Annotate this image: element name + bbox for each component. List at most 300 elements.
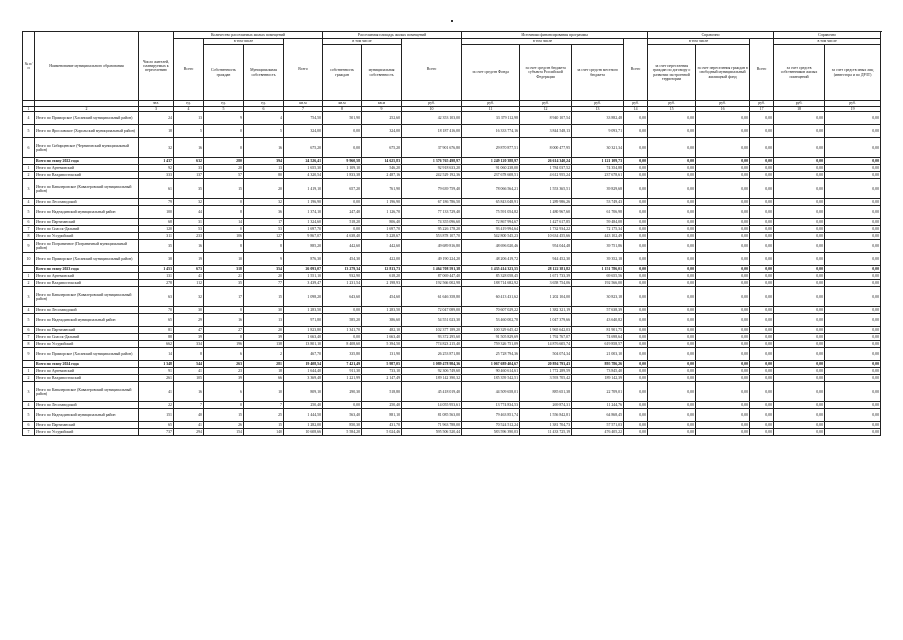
value-cell: 0,00 [750, 375, 774, 382]
value-cell: 754,50 [284, 112, 323, 125]
value-cell: 911,30 [323, 368, 362, 375]
value-cell: 189 142,39 [572, 375, 624, 382]
value-cell: 3 439,47 [284, 280, 323, 287]
value-cell: 0,00 [774, 226, 825, 233]
value-cell: 501,90 [323, 112, 362, 125]
value-cell: 10 608,66 [284, 429, 323, 436]
value-cell: 19 408,54 [284, 361, 323, 368]
value-cell: 37 901 676,80 [402, 138, 462, 158]
row-number-cell: 1 [23, 165, 35, 172]
value-cell: 0,00 [750, 226, 774, 233]
table-row [23, 179, 881, 199]
value-cell: 1 089 478 984,36 [402, 361, 462, 368]
value-cell: 65 [139, 314, 174, 327]
value-cell: 354 [244, 266, 284, 273]
value-cell: 1 324,60 [284, 219, 323, 226]
value-cell: 41 [174, 422, 204, 429]
value-cell: 0,00 [750, 273, 774, 280]
value-cell: 1 047 379,66 [520, 314, 572, 327]
value-cell: 0,00 [774, 409, 825, 422]
value-cell: 14 625,83 [362, 158, 402, 165]
unit-cell: руб. [520, 101, 572, 107]
value-cell: 0,00 [696, 307, 750, 314]
row-number-cell: 2 [23, 172, 35, 179]
header-row-number: № п/п [23, 32, 35, 101]
value-cell: 16 [174, 240, 204, 253]
municipality-name-cell: Итого по Кавалеровское (Кавалеровский муниципальный район) [35, 287, 139, 307]
municipality-name-cell: Итого по Артемовский [35, 165, 139, 172]
value-cell: 70 607 029,22 [462, 307, 520, 314]
unit-cell: ед. [174, 101, 204, 107]
value-cell: 13 279,34 [323, 266, 362, 273]
value-cell: 386,60 [362, 314, 402, 327]
value-cell: 22 709,01 [572, 382, 624, 402]
value-cell: 632 [174, 158, 204, 165]
value-cell: 0,00 [750, 382, 774, 402]
table-row [23, 125, 881, 138]
value-cell: 662 [139, 341, 174, 348]
row-number-cell: 5 [23, 125, 35, 138]
value-cell: 0 [204, 226, 244, 233]
value-cell: 16 [204, 314, 244, 327]
value-cell: 0,00 [825, 206, 881, 219]
value-cell: 0,00 [696, 422, 750, 429]
value-cell: 1 289 986,26 [520, 199, 572, 206]
table-row [23, 409, 881, 422]
value-cell: 1 121 109,73 [572, 158, 624, 165]
header-residents: Число жителей, планируемых к переселению [139, 32, 174, 101]
value-cell: 32 [174, 287, 204, 307]
value-cell: 79 639 759,40 [402, 179, 462, 199]
row-number-cell: 7 [23, 226, 35, 233]
value-cell: 0,00 [750, 125, 774, 138]
value-cell: 0,00 [696, 226, 750, 233]
unit-cell: кв.м [284, 101, 323, 107]
municipality-name-cell: Итого по Владивостокский [35, 172, 139, 179]
unit-cell: руб. [624, 101, 648, 107]
value-cell: 850,30 [323, 422, 362, 429]
row-number-cell: 6 [23, 327, 35, 334]
value-cell: 318 [204, 266, 244, 273]
value-cell: 1 221,99 [323, 375, 362, 382]
value-cell: 48 696 020,46 [462, 240, 520, 253]
value-cell: 0,00 [648, 287, 696, 307]
header-finance-total: Всего [402, 39, 462, 101]
value-cell: 16 [244, 138, 284, 158]
value-cell: 68 [139, 219, 174, 226]
value-cell: 0,00 [624, 179, 648, 199]
value-cell: 188 714 682,92 [462, 280, 520, 287]
table-body [23, 112, 881, 436]
value-cell: 13 [244, 314, 284, 327]
value-cell: 0,00 [750, 253, 774, 266]
value-cell: 7 421,49 [323, 361, 362, 368]
value-cell: 0,00 [624, 158, 648, 165]
value-cell: 0,00 [825, 287, 881, 307]
value-cell: 0,00 [648, 266, 696, 273]
header-group-count: Количество расселяемых жилых помещений [174, 32, 323, 39]
row-number-cell: 4 [23, 199, 35, 206]
value-cell: 0,00 [774, 307, 825, 314]
value-cell: 0,00 [624, 314, 648, 327]
value-cell: 250,40 [284, 402, 323, 409]
value-cell: 91 060 238,00 [462, 165, 520, 172]
value-cell: 1 556 842,81 [520, 409, 572, 422]
value-cell: 0,00 [648, 348, 696, 361]
value-cell: 0,00 [624, 361, 648, 368]
row-number-cell: 10 [23, 253, 35, 266]
value-cell: 0,00 [648, 361, 696, 368]
value-cell: 0,00 [624, 219, 648, 226]
value-cell: 0,00 [774, 341, 825, 348]
value-cell: 24 [139, 112, 174, 125]
value-cell: 0,00 [648, 112, 696, 125]
table-row [23, 240, 881, 253]
unit-cell: руб. [572, 101, 624, 107]
value-cell: 16 333 774,16 [462, 125, 520, 138]
value-cell: 1 444,50 [284, 409, 323, 422]
value-cell: 39 [174, 334, 204, 341]
value-cell: 0,00 [624, 273, 648, 280]
value-cell: 9 093,71 [572, 125, 624, 138]
value-cell: 333 [139, 172, 174, 179]
column-number-cell: 1 [23, 107, 35, 112]
value-cell: 32 [244, 199, 284, 206]
municipality-name-cell: Итого по Уссурийский [35, 341, 139, 348]
value-cell: 9 867,07 [284, 233, 323, 240]
row-number-cell: 4 [23, 112, 35, 125]
value-cell: 13 774 834,53 [462, 402, 520, 409]
value-cell: 0,00 [648, 179, 696, 199]
value-cell: 5 228,67 [362, 233, 402, 240]
value-cell: 0,00 [648, 409, 696, 422]
value-cell: 1 671 733,39 [520, 273, 572, 280]
value-cell: 81 085 563,00 [402, 409, 462, 422]
value-cell: 0,00 [624, 307, 648, 314]
value-cell: 885 651,38 [520, 382, 572, 402]
value-cell: 53 460 002,78 [462, 314, 520, 327]
value-cell: 10 [204, 253, 244, 266]
value-cell: 35 [139, 240, 174, 253]
value-cell: 33 882,48 [572, 112, 624, 125]
value-cell: 1 655,30 [284, 165, 323, 172]
value-cell: 0,00 [750, 219, 774, 226]
column-number-cell: 8 [323, 107, 362, 112]
value-cell: 120 [139, 226, 174, 233]
column-number-cell: 3 [139, 107, 174, 112]
value-cell: 12 813,73 [362, 266, 402, 273]
value-cell: 0,00 [696, 125, 750, 138]
value-cell: 583 596 390,03 [462, 429, 520, 436]
value-cell: 0,00 [648, 158, 696, 165]
value-cell: 14 876 605,74 [520, 341, 572, 348]
value-cell: 72 175,34 [572, 226, 624, 233]
value-cell: 0,00 [648, 219, 696, 226]
value-cell: 0,00 [750, 368, 774, 375]
unit-cell: ед. [244, 101, 284, 107]
value-cell: 0,00 [648, 334, 696, 341]
value-cell: 30 [244, 307, 284, 314]
table-row [23, 199, 881, 206]
value-cell: 0,00 [696, 253, 750, 266]
value-cell: 0,00 [774, 273, 825, 280]
municipality-name-cell: Всего по этапу 2023 года [35, 266, 139, 273]
value-cell: 932,90 [323, 273, 362, 280]
header-ref2-other: за счет средств иных лиц (инвестора и по ДРЗТ) [825, 45, 881, 101]
value-cell: 0,00 [624, 402, 648, 409]
value-cell: 0,00 [696, 206, 750, 219]
value-cell: 192 566,00 [572, 280, 624, 287]
value-cell: 65 [139, 422, 174, 429]
value-cell: 0,00 [696, 165, 750, 172]
value-cell: 675,20 [362, 138, 402, 158]
value-cell: 0,00 [774, 287, 825, 307]
value-cell: 5 987,05 [362, 361, 402, 368]
header-count-citizens: Собственность граждан [204, 45, 244, 101]
value-cell: 237 678,61 [572, 172, 624, 179]
value-cell: 1 382 321,19 [520, 307, 572, 314]
municipality-name-cell: Итого по Приморское (Хасанский муниципальный район) [35, 112, 139, 125]
value-cell: 280 [204, 158, 244, 165]
table-row [23, 233, 881, 240]
value-cell: 57 [204, 172, 244, 179]
unit-cell: кв.м [362, 101, 402, 107]
municipality-name-cell: Итого по Артемовский [35, 273, 139, 280]
value-cell: 11 244,76 [572, 402, 624, 409]
value-cell: 0,00 [750, 314, 774, 327]
value-cell: 0,00 [750, 266, 774, 273]
value-cell: 26 093,07 [284, 266, 323, 273]
value-cell: 0,00 [648, 382, 696, 402]
value-cell: 1 965 642,03 [520, 327, 572, 334]
value-cell: 0,00 [825, 409, 881, 422]
value-cell: 20 894 793,43 [520, 361, 572, 368]
header-area-total: Всего [284, 39, 323, 101]
value-cell: 0,00 [624, 280, 648, 287]
value-cell: 5 [174, 125, 204, 138]
value-cell: 17 [204, 287, 244, 307]
value-cell: 185 359 542,51 [462, 375, 520, 382]
value-cell: 131,90 [362, 348, 402, 361]
value-cell: 0,00 [750, 240, 774, 253]
value-cell: 74 354,88 [572, 165, 624, 172]
value-cell: 18 [139, 125, 174, 138]
value-cell: 0,00 [774, 253, 825, 266]
value-cell: 45 418 019,40 [402, 382, 462, 402]
value-cell: 79 [139, 199, 174, 206]
value-cell: 0 [204, 307, 244, 314]
value-cell: 15 [204, 179, 244, 199]
value-cell: 42 353 103,00 [402, 112, 462, 125]
value-cell: 0,00 [696, 199, 750, 206]
value-cell: 92 918 633,20 [402, 165, 462, 172]
value-cell: 0,00 [774, 165, 825, 172]
municipality-name-cell: Итого по Лесозаводский [35, 402, 139, 409]
value-cell: 8 408,60 [323, 341, 362, 348]
value-cell: 1 551,10 [284, 273, 323, 280]
value-cell: 20 [244, 179, 284, 199]
municipality-name-cell: Всего по этапу 2022 года [35, 158, 139, 165]
table-row [23, 287, 881, 307]
value-cell: 189 142 390,32 [402, 375, 462, 382]
row-number-cell [23, 158, 35, 165]
column-number-cell: 16 [696, 107, 750, 112]
value-cell: 3 658 754,06 [520, 280, 572, 287]
value-cell: 151 [139, 409, 174, 422]
value-cell: 0,00 [774, 172, 825, 179]
value-cell: 0,00 [825, 273, 881, 280]
row-number-cell [23, 361, 35, 368]
value-cell: 518,80 [362, 382, 402, 402]
value-cell: 81 [139, 327, 174, 334]
table-row [23, 348, 881, 361]
value-cell: 311 [139, 233, 174, 240]
header-area-municipal: муниципальная собственность [362, 45, 402, 101]
municipality-name-cell: Итого по Артемовский [35, 368, 139, 375]
value-cell: 885,20 [284, 240, 323, 253]
value-cell: 9 [204, 112, 244, 125]
value-cell: 72 867 994,67 [462, 219, 520, 226]
table-row [23, 382, 881, 402]
municipality-name-cell: Итого по Надеждинский муниципальный район [35, 314, 139, 327]
municipality-name-cell: Итого по Владивостокский [35, 280, 139, 287]
row-number-cell: 7 [23, 334, 35, 341]
value-cell: 0,00 [696, 273, 750, 280]
value-cell: 0,00 [696, 341, 750, 348]
value-cell: 18 [244, 368, 284, 375]
value-cell: 0,00 [750, 280, 774, 287]
value-cell: 467,70 [284, 348, 323, 361]
value-cell: 252,60 [362, 112, 402, 125]
value-cell: 74 355 096,60 [402, 219, 462, 226]
value-cell: 91 505 829,69 [462, 334, 520, 341]
value-cell: 40 [174, 409, 204, 422]
value-cell: 43 640,82 [572, 314, 624, 327]
value-cell: 237 678 608,51 [462, 172, 520, 179]
value-cell: 1 419,10 [284, 179, 323, 199]
value-cell: 761,90 [362, 179, 402, 199]
column-number-cell: 19 [825, 107, 881, 112]
value-cell: 61 646 358,80 [402, 287, 462, 307]
value-cell: 91 [139, 368, 174, 375]
table-row [23, 112, 881, 125]
value-cell: 0,00 [648, 273, 696, 280]
value-cell: 0,00 [774, 240, 825, 253]
value-cell: 0,00 [696, 287, 750, 307]
row-number-cell: 1 [23, 273, 35, 280]
value-cell: 895 786,26 [572, 361, 624, 368]
value-cell: 53 [174, 226, 204, 233]
value-cell: 737 [139, 429, 174, 436]
value-cell: 0,00 [648, 280, 696, 287]
value-cell: 1 067 689 404,67 [462, 361, 520, 368]
value-cell: 0,00 [774, 348, 825, 361]
value-cell: 41 [174, 368, 204, 375]
table-row [23, 375, 881, 382]
value-cell: 39 [204, 375, 244, 382]
unit-cell: руб. [750, 101, 774, 107]
value-cell: 5 [244, 125, 284, 138]
table-row [23, 280, 881, 287]
value-cell: 64 868,45 [572, 409, 624, 422]
value-cell: 0,00 [750, 138, 774, 158]
value-cell: 0,00 [825, 233, 881, 240]
value-cell: 44 509 658,01 [462, 382, 520, 402]
value-cell: 0,00 [648, 368, 696, 375]
row-number-cell: 3 [23, 382, 35, 402]
value-cell: 2 487,16 [362, 172, 402, 179]
header-count-total: Всего [174, 39, 204, 101]
value-cell: 0,00 [648, 125, 696, 138]
value-cell: 0,00 [774, 138, 825, 158]
header-area-including: в том числе [323, 39, 402, 45]
value-cell: 0,00 [696, 179, 750, 199]
value-cell: 13 [244, 165, 284, 172]
value-cell: 5 024,46 [362, 429, 402, 436]
header-finance-subject: за счет средств бюджета субъекта Российской Федерации [520, 45, 572, 101]
value-cell: 0,00 [774, 402, 825, 409]
value-cell: 2 198,93 [362, 280, 402, 287]
value-cell: 0,00 [624, 334, 648, 341]
value-cell: 0,00 [750, 179, 774, 199]
value-cell: 0,00 [648, 422, 696, 429]
value-cell: 80 [244, 172, 284, 179]
value-cell: 0,00 [774, 361, 825, 368]
value-cell: 0,00 [750, 334, 774, 341]
value-cell: 0,00 [696, 266, 750, 273]
value-cell: 14 [139, 348, 174, 361]
row-number-cell: 3 [23, 179, 35, 199]
row-number-cell: 9 [23, 348, 35, 361]
value-cell: 0 [204, 138, 244, 158]
value-cell: 269 874,31 [520, 402, 572, 409]
value-cell: 30 [174, 307, 204, 314]
value-cell: 44 [174, 206, 204, 219]
value-cell: 16 [174, 382, 204, 402]
header-ref2-including: в том числе [774, 39, 881, 45]
value-cell: 0,00 [323, 402, 362, 409]
value-cell: 0,00 [750, 233, 774, 240]
value-cell: 196 [204, 341, 244, 348]
municipality-name-cell: Итого по Владивостокский [35, 375, 139, 382]
value-cell: 26 253 871,80 [402, 348, 462, 361]
value-cell: 93 419 994,64 [462, 226, 520, 233]
value-cell: 38 [139, 253, 174, 266]
value-cell: 25 [244, 409, 284, 422]
value-cell: 100 329 645,42 [462, 327, 520, 334]
value-cell: 476 405,22 [572, 429, 624, 436]
value-cell: 334 [174, 341, 204, 348]
value-cell: 41 [139, 382, 174, 402]
value-cell: 0,00 [624, 240, 648, 253]
value-cell: 14 055 953,61 [402, 402, 462, 409]
row-number-cell: 8 [23, 233, 35, 240]
value-cell: 26 614 340,24 [520, 158, 572, 165]
value-cell: 192 566 002,98 [402, 280, 462, 287]
value-cell: 39 751,86 [572, 240, 624, 253]
value-cell: 1 282,00 [284, 422, 323, 429]
municipality-name-cell: Итого по Приморское (Хасанский муниципальный район) [35, 348, 139, 361]
stage-total-row [23, 158, 881, 165]
value-cell: 1 553 365,51 [520, 179, 572, 199]
value-cell: 0,00 [750, 327, 774, 334]
table-row [23, 253, 881, 266]
value-cell: 0,00 [774, 375, 825, 382]
value-cell: 0,00 [750, 402, 774, 409]
value-cell: 1 151 786,01 [572, 266, 624, 273]
value-cell: 112 [174, 280, 204, 287]
value-cell: 0,00 [774, 199, 825, 206]
